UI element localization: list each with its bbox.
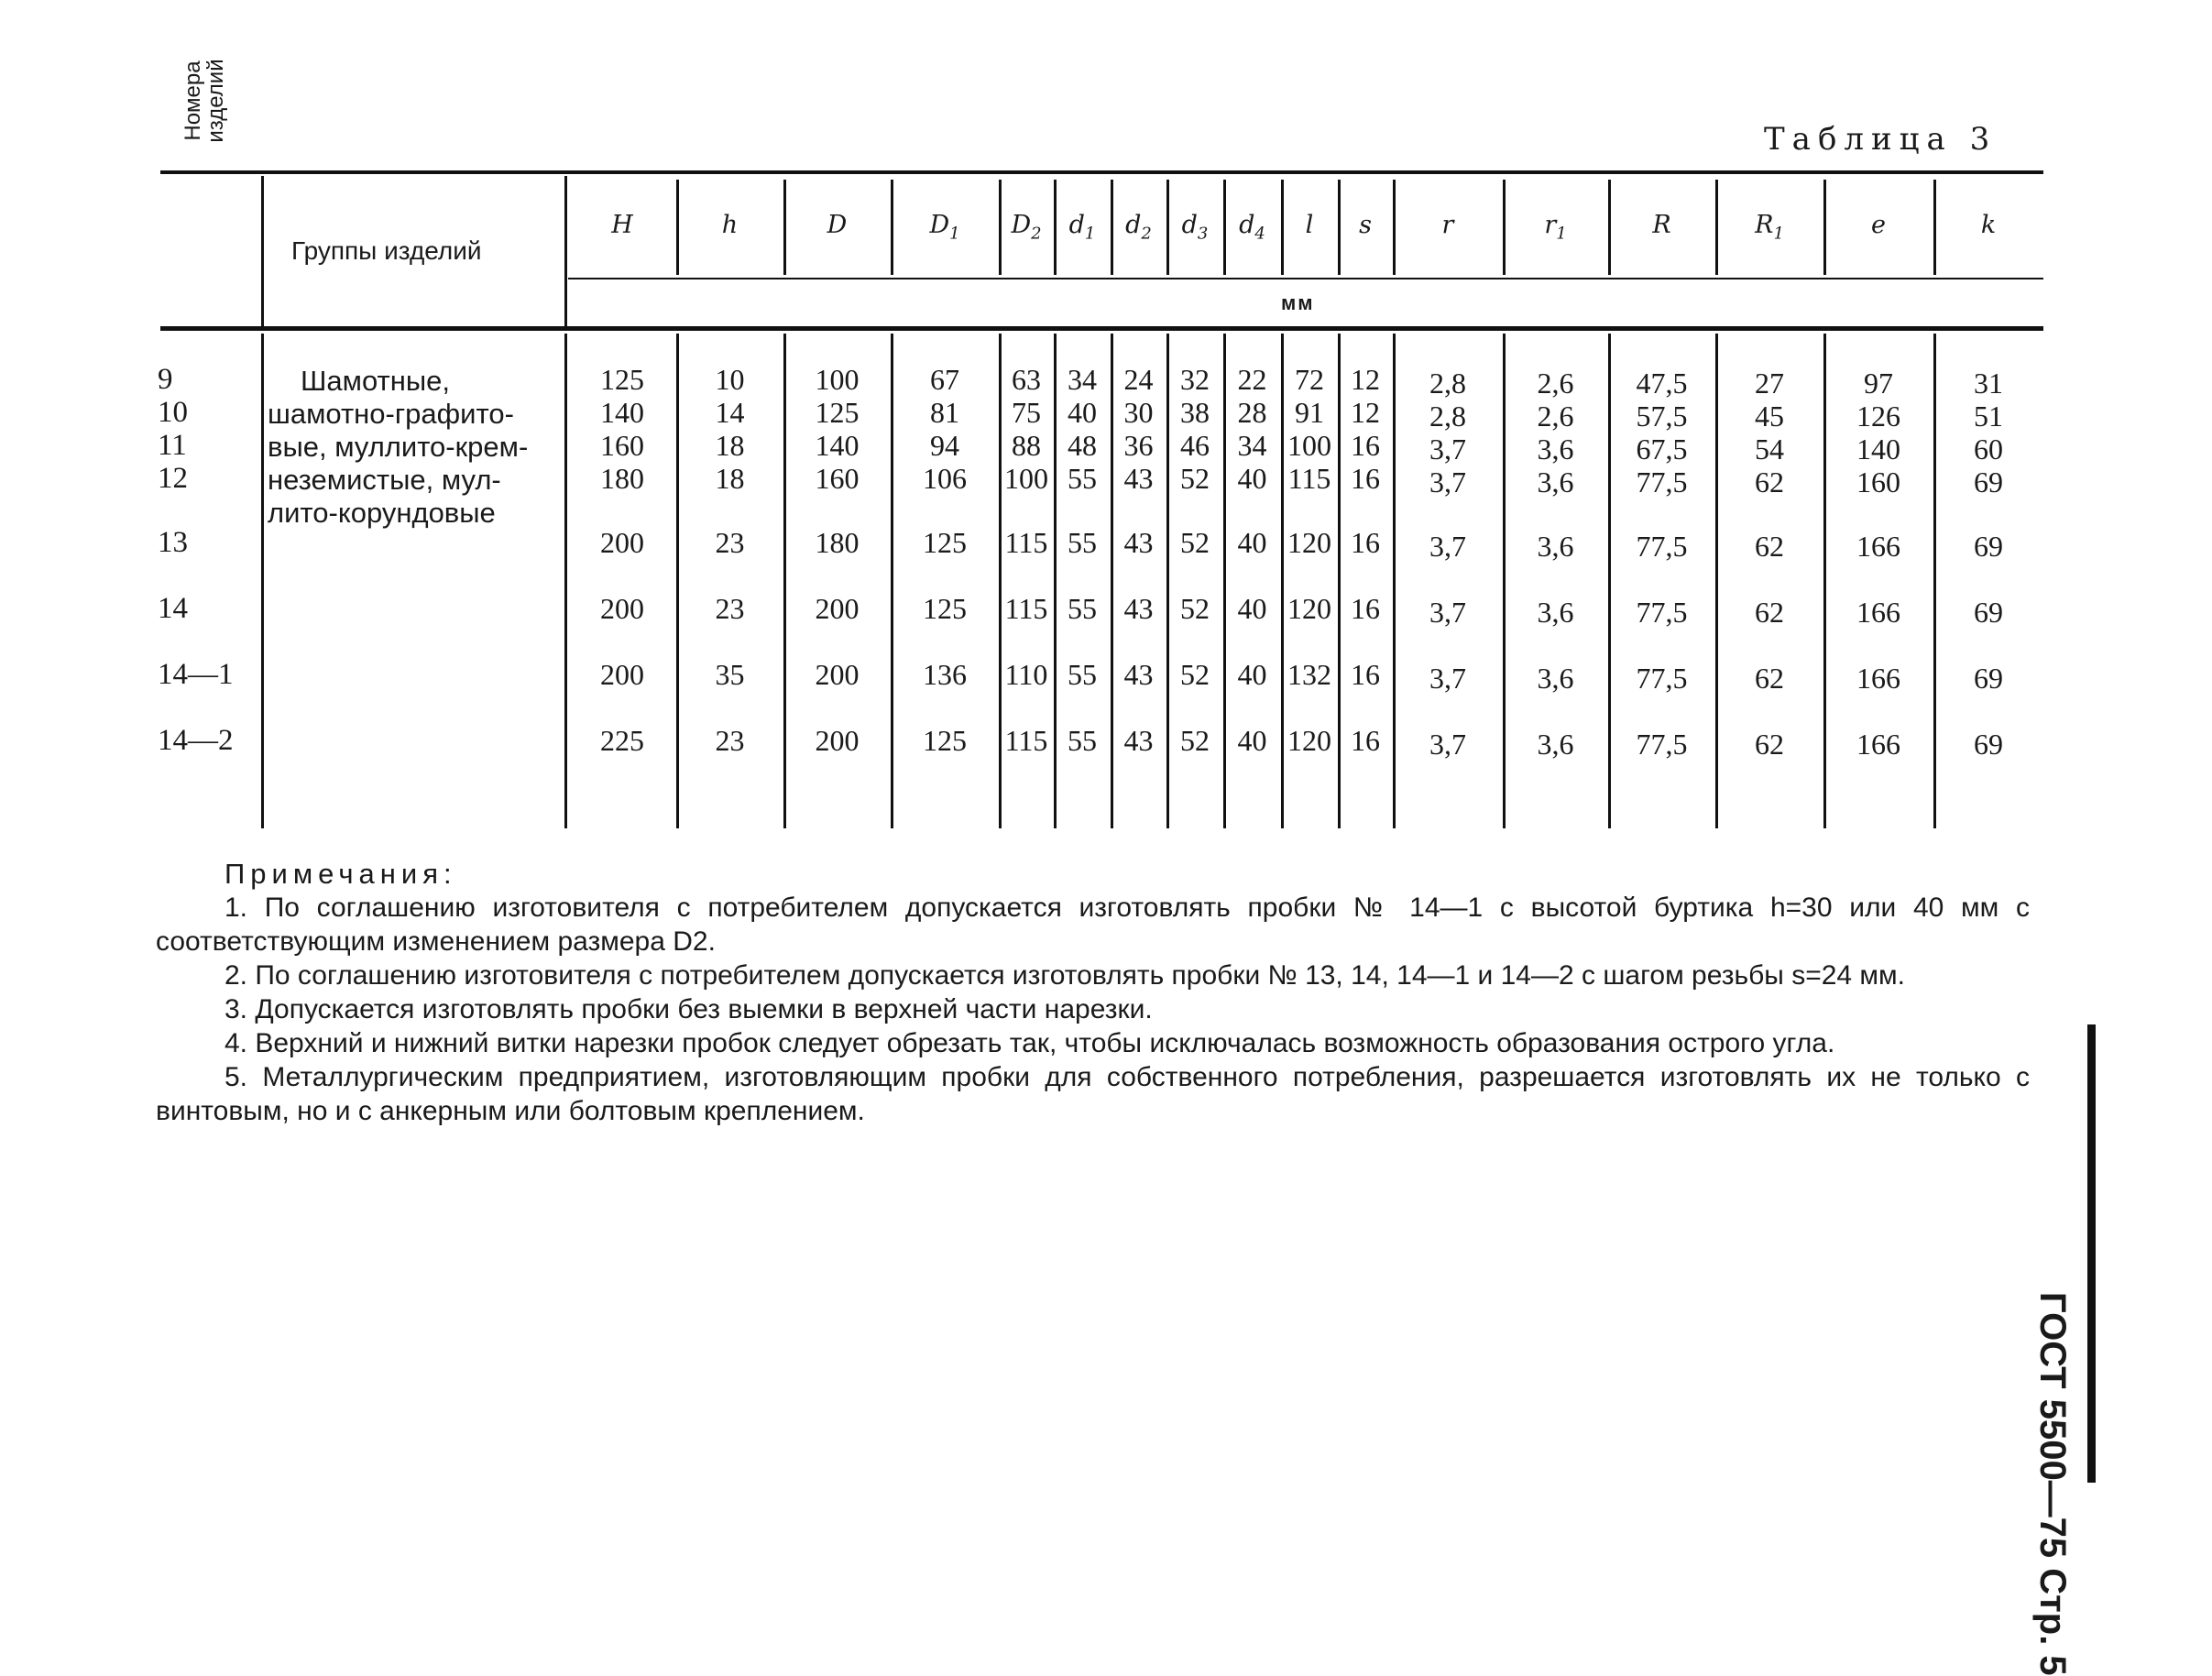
- header-param-16: k: [1980, 211, 1997, 239]
- table-cell: 16: [1351, 462, 1380, 495]
- table-cell: 136: [923, 658, 967, 691]
- row-number: 10: [158, 396, 188, 429]
- header-param-12: $r_1$: [1544, 211, 1567, 244]
- group-text-line: Шамотные,: [301, 365, 450, 397]
- table-cell: 3,6: [1537, 466, 1574, 498]
- table-cell: 55: [1068, 462, 1097, 495]
- table-cell: 166: [1856, 596, 1900, 629]
- table-cell: 75: [1012, 396, 1041, 429]
- col-divider: [564, 334, 567, 828]
- table-cell: 115: [1004, 526, 1048, 559]
- header-units: мм: [1281, 291, 1315, 314]
- row-number: 11: [158, 429, 187, 462]
- table-cell: 77,5: [1636, 596, 1688, 629]
- table-cell: 62: [1755, 530, 1784, 563]
- table-cell: 2,6: [1537, 400, 1574, 433]
- page-side-label: ГОСТ 5500—75 Стр. 5: [2032, 1292, 2073, 1676]
- header-param-8: $d_4$: [1239, 211, 1265, 244]
- group-text-line: лито-корундовые: [268, 497, 496, 529]
- table-cell: 200: [600, 658, 644, 691]
- header-param-14: $R_1$: [1755, 211, 1784, 244]
- table-cell: 12: [1351, 363, 1380, 396]
- header-param-11: r: [1441, 211, 1454, 239]
- table-cell: 28: [1237, 396, 1267, 429]
- table-cell: 3,6: [1537, 728, 1574, 761]
- table-cell: 97: [1864, 367, 1893, 400]
- table-cell: 200: [600, 592, 644, 625]
- table-cell: 16: [1351, 592, 1380, 625]
- header-row-numbers: Номера изделий: [181, 59, 228, 143]
- table-cell: 32: [1180, 363, 1210, 396]
- table-cell: 27: [1755, 367, 1784, 400]
- table-cell: 94: [930, 429, 959, 462]
- table-cell: 43: [1123, 724, 1154, 757]
- table-cell: 115: [1287, 462, 1331, 495]
- table-cell: 160: [1856, 466, 1900, 498]
- table-cell: 55: [1068, 526, 1097, 559]
- table-cell: 69: [1974, 466, 2003, 498]
- table-cell: 40: [1237, 724, 1267, 757]
- table-cell: 52: [1180, 592, 1210, 625]
- header-param-7: $d_3$: [1181, 211, 1209, 244]
- table-cell: 52: [1180, 462, 1210, 495]
- table-cell: 200: [600, 526, 644, 559]
- table-cell: 100: [1004, 462, 1048, 495]
- table-cell: 48: [1068, 429, 1097, 462]
- table-cell: 180: [815, 526, 860, 559]
- table-cell: 3,6: [1537, 433, 1574, 466]
- table-cell: 3,6: [1537, 662, 1574, 695]
- table-cell: 18: [715, 462, 745, 495]
- col-divider: [261, 334, 264, 828]
- note-item: 2. По соглашению изготовителя с потребителем допускается изготовлять пробки № 13, 14, 14—1 и 14—2 с шагом резьбы s=24 мм.: [224, 960, 1906, 991]
- header-param-5: $d_1$: [1068, 211, 1096, 244]
- table-cell: 88: [1012, 429, 1041, 462]
- table-cell: 67,5: [1636, 433, 1688, 466]
- table-caption: Таблица 3: [1764, 121, 1998, 158]
- group-text-line: шамотно-графито-: [268, 398, 514, 430]
- table-cell: 55: [1068, 592, 1097, 625]
- row-number: 12: [158, 462, 188, 495]
- table-cell: 52: [1180, 658, 1210, 691]
- table-cell: 16: [1351, 658, 1380, 691]
- col-divider: [564, 176, 567, 326]
- table-cell: 40: [1237, 526, 1267, 559]
- header-param-2: D: [827, 211, 848, 239]
- table-cell: 3,6: [1537, 596, 1574, 629]
- header-param-1: h: [721, 211, 739, 239]
- table-cell: 81: [930, 396, 959, 429]
- table-cell: 16: [1351, 429, 1380, 462]
- table-cell: 120: [1287, 724, 1331, 757]
- table-cell: 31: [1974, 367, 2003, 400]
- table-cell: 52: [1180, 526, 1210, 559]
- table-cell: 36: [1123, 429, 1154, 462]
- header-groups: Группы изделий: [291, 236, 482, 265]
- table-cell: 12: [1351, 396, 1380, 429]
- table-cell: 166: [1856, 728, 1900, 761]
- row-number: 14: [158, 592, 188, 625]
- table-cell: 30: [1123, 396, 1154, 429]
- table-cell: 140: [815, 429, 860, 462]
- table-cell: 45: [1755, 400, 1784, 433]
- table-cell: 115: [1004, 724, 1048, 757]
- header-units-rule: [568, 278, 2043, 279]
- header-param-13: R: [1652, 211, 1671, 239]
- table-cell: 2,6: [1537, 367, 1574, 400]
- table-cell: 200: [815, 658, 860, 691]
- table-cell: 125: [815, 396, 860, 429]
- header-param-10: s: [1359, 211, 1372, 239]
- table-cell: 43: [1123, 658, 1154, 691]
- table-cell: 115: [1004, 592, 1048, 625]
- table-cell: 46: [1180, 429, 1210, 462]
- table-cell: 23: [715, 724, 745, 757]
- notes-section: [156, 857, 2030, 1128]
- side-margin-bar: [2087, 1024, 2096, 1483]
- table-cell: 43: [1123, 526, 1154, 559]
- table-cell: 22: [1237, 363, 1267, 396]
- table-cell: 52: [1180, 724, 1210, 757]
- table-cell: 180: [600, 462, 644, 495]
- table-cell: 69: [1974, 596, 2003, 629]
- table-cell: 40: [1237, 462, 1267, 495]
- table-cell: 100: [1287, 429, 1331, 462]
- table-cell: 225: [600, 724, 644, 757]
- table-cell: 125: [600, 363, 644, 396]
- table-cell: 16: [1351, 724, 1380, 757]
- row-number: 14—1: [158, 658, 234, 691]
- table-cell: 77,5: [1636, 662, 1688, 695]
- table-cell: 62: [1755, 728, 1784, 761]
- table-cell: 24: [1123, 363, 1154, 396]
- table-top-rule: [160, 170, 2043, 174]
- table-cell: 2,8: [1429, 400, 1466, 433]
- table-cell: 91: [1295, 396, 1324, 429]
- table-cell: 23: [715, 526, 745, 559]
- table-cell: 77,5: [1636, 530, 1688, 563]
- note-item: 4. Верхний и нижний витки нарезки пробок следует обрезать так, чтобы исключалась возможность образования острого угла.: [224, 1028, 1835, 1058]
- table-cell: 67: [930, 363, 959, 396]
- table-cell: 14: [715, 396, 745, 429]
- table-cell: 38: [1180, 396, 1210, 429]
- table-cell: 120: [1287, 592, 1331, 625]
- table-cell: 63: [1012, 363, 1041, 396]
- note-item: 5. Металлургическим предприятием, изготовляющим пробки для собственного потребления, разрешается изготовлять их не только с винтовым, но и с анкерным или болтовым креплением.: [156, 1062, 2030, 1126]
- table-cell: 3,7: [1429, 596, 1466, 629]
- table-cell: 166: [1856, 530, 1900, 563]
- table-cell: 16: [1351, 526, 1380, 559]
- group-text-line: неземистые, мул-: [268, 464, 501, 496]
- header-bottom-rule: [160, 326, 2043, 331]
- table-cell: 69: [1974, 530, 2003, 563]
- table-cell: 47,5: [1636, 367, 1688, 400]
- table-cell: 40: [1237, 592, 1267, 625]
- table-cell: 166: [1856, 662, 1900, 695]
- table-cell: 10: [715, 363, 745, 396]
- table-cell: 35: [715, 658, 745, 691]
- table-cell: 126: [1856, 400, 1900, 433]
- table-cell: 55: [1068, 724, 1097, 757]
- table-cell: 43: [1123, 462, 1154, 495]
- table-cell: 62: [1755, 662, 1784, 695]
- table-cell: 160: [600, 429, 644, 462]
- notes-title: Примечания:: [224, 858, 457, 890]
- table-cell: 72: [1295, 363, 1324, 396]
- table-cell: 69: [1974, 662, 2003, 695]
- row-number: 14—2: [158, 724, 234, 757]
- table-cell: 18: [715, 429, 745, 462]
- note-item: 1. По соглашению изготовителя с потребителем допускается изготовлять пробки № 14—1 с высотой буртика h=30 или 40 мм с соответствующим изменением размера D2.: [156, 893, 2030, 957]
- table-cell: 40: [1237, 658, 1267, 691]
- group-text-line: вые, муллито-крем-: [268, 431, 529, 463]
- table-cell: 3,7: [1429, 433, 1466, 466]
- table-cell: 54: [1755, 433, 1784, 466]
- table-cell: 3,6: [1537, 530, 1574, 563]
- header-param-4: $D_2$: [1011, 211, 1042, 244]
- table-cell: 51: [1974, 400, 2003, 433]
- header-param-3: $D_1$: [929, 211, 960, 244]
- table-cell: 23: [715, 592, 745, 625]
- table-cell: 3,7: [1429, 728, 1466, 761]
- table-cell: 200: [815, 592, 860, 625]
- table-cell: 132: [1287, 658, 1331, 691]
- table-cell: 100: [815, 363, 860, 396]
- row-number: 13: [158, 526, 188, 559]
- header-param-6: $d_2$: [1125, 211, 1152, 244]
- table-cell: 77,5: [1636, 466, 1688, 498]
- table-cell: 106: [923, 462, 967, 495]
- table-cell: 125: [923, 526, 967, 559]
- table-cell: 120: [1287, 526, 1331, 559]
- table-cell: 200: [815, 724, 860, 757]
- table-cell: 43: [1123, 592, 1154, 625]
- table-cell: 3,7: [1429, 530, 1466, 563]
- table-cell: 62: [1755, 466, 1784, 498]
- table-cell: 125: [923, 592, 967, 625]
- table-cell: 60: [1974, 433, 2003, 466]
- table-cell: 110: [1004, 658, 1048, 691]
- table-cell: 62: [1755, 596, 1784, 629]
- table-cell: 69: [1974, 728, 2003, 761]
- table-cell: 125: [923, 724, 967, 757]
- col-divider: [261, 176, 264, 326]
- table-cell: 40: [1068, 396, 1097, 429]
- table-cell: 3,7: [1429, 466, 1466, 498]
- table-cell: 160: [815, 462, 860, 495]
- table-cell: 3,7: [1429, 662, 1466, 695]
- header-param-9: l: [1305, 211, 1314, 239]
- table-cell: 140: [600, 396, 644, 429]
- header-param-15: e: [1871, 211, 1886, 239]
- table-cell: 77,5: [1636, 728, 1688, 761]
- table-cell: 34: [1068, 363, 1097, 396]
- note-item: 3. Допускается изготовлять пробки без выемки в верхней части нарезки.: [224, 994, 1153, 1024]
- table-cell: 55: [1068, 658, 1097, 691]
- row-number: 9: [158, 363, 173, 396]
- header-param-0: H: [611, 211, 633, 239]
- table-cell: 140: [1856, 433, 1900, 466]
- table-cell: 34: [1237, 429, 1267, 462]
- table-cell: 2,8: [1429, 367, 1466, 400]
- table-cell: 57,5: [1636, 400, 1688, 433]
